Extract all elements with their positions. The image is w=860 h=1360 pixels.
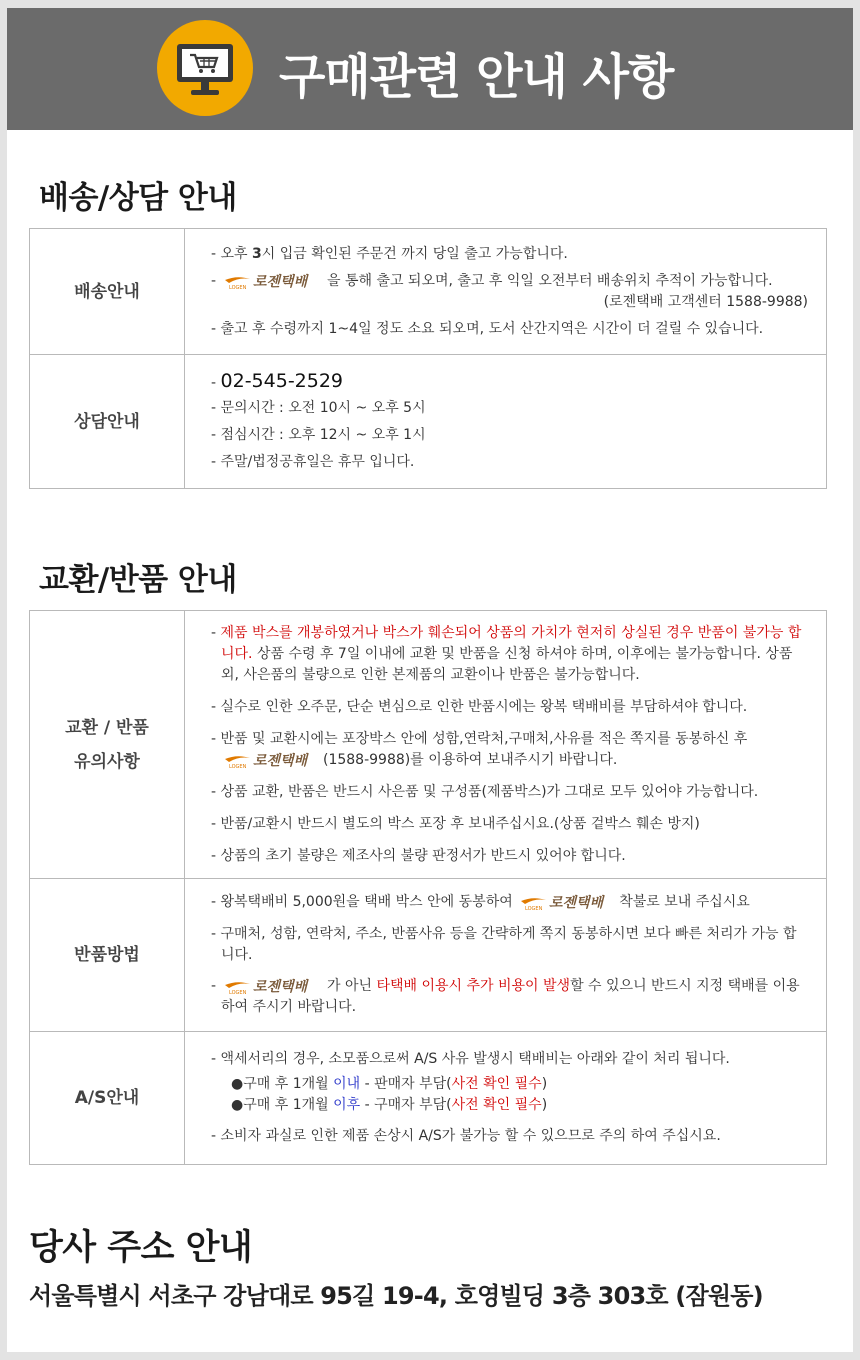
shopping-cart-monitor-icon: [157, 20, 253, 116]
as-head: A/S안내: [30, 1032, 185, 1165]
consult-phone: 02-545-2529: [220, 369, 344, 392]
method-row: [30, 879, 827, 1032]
caution-p3-a: - 반품 및 교환시에는 포장박스 안에 성함,연락처,구매처,사유를 적은 쪽지를 동봉하신 후: [211, 730, 748, 747]
as-b1-a: ●구매 후 1개월: [231, 1076, 334, 1092]
delivery-line-2-sub: (로젠택배 고객센터 1588-9988): [603, 293, 808, 310]
delivery-line-1: [211, 244, 808, 265]
as-b1-blue: 이내: [333, 1076, 361, 1092]
svg-text:로젠택배: 로젠택배: [549, 895, 604, 911]
caution-p5: - 반품/교환시 반드시 별도의 박스 포장 후 보내주십시요.(상품 겉박스 훼손 방지): [211, 815, 700, 832]
logen-logo: [223, 750, 321, 770]
delivery-body: [185, 229, 827, 355]
notice-page: [7, 8, 853, 1352]
caution-p1-red: 제품 박스를 개봉하였거나 박스가 훼손되어 상품의 가치가 현저히 상실된 경우 반품이 불가능 합니다.: [220, 624, 802, 662]
caution-p1-rest: 상품 수령 후 7일 이내에 교환 및 반품을 신청 하셔야 하며, 이후에는 불가능합니다. 상품외, 사은품의 불량으로 인한 본제품의 교환이나 반품은 불가능합니다.: [221, 645, 793, 683]
logen-logo: [519, 892, 617, 912]
svg-text:로젠택배: 로젠택배: [252, 979, 307, 995]
consult-holiday: - 주말/법정공휴일은 휴무 입니다.: [211, 453, 415, 470]
as-b1-red: 사전 확인 필수: [451, 1076, 542, 1092]
method-m1-a: - 왕복택배비 5,000원을 택배 박스 안에 동봉하여: [211, 894, 518, 910]
delivery-line-2: [211, 271, 808, 292]
as-b2-blue: 이후: [333, 1097, 361, 1113]
as-b2-red: 사전 확인 필수: [451, 1097, 542, 1113]
method-m3-red: 타택배 이용시 추가 비용이 발생: [376, 978, 571, 994]
delivery-row: [30, 229, 827, 355]
consult-phone-prefix: -: [211, 374, 221, 391]
delivery-line-2-prefix: -: [211, 272, 221, 289]
svg-text:로젠택배: 로젠택배: [253, 752, 308, 769]
method-body: [185, 879, 827, 1032]
consult-row: [30, 355, 827, 489]
consult-phone-line: [211, 371, 808, 394]
delivery-line-2-suffix: 을 통해 출고 되오며, 출고 후 익일 오전부터 배송위치 추적이 가능합니다.: [322, 272, 773, 289]
as-body: [185, 1032, 827, 1165]
caution-p3-b: (1588-9988)를 이용하여 보내주시기 바랍니다.: [323, 751, 618, 768]
header-banner: [7, 8, 853, 130]
as-bullet-2: [211, 1095, 808, 1116]
svg-text:LOGEN: LOGEN: [228, 284, 246, 291]
method-head: 반품방법: [30, 879, 185, 1032]
method-m2: - 구매처, 성함, 연락처, 주소, 반품사유 등을 간략하게 쪽지 동봉하시면 보다 빠른 처리가 가능 합니다.: [211, 926, 797, 963]
delivery-line-1-suffix: 시 입금 확인된 주문건 까지 당일 출고 가능합니다.: [261, 245, 568, 262]
delivery-line-1-bold: 3: [252, 245, 262, 262]
svg-text:LOGEN: LOGEN: [229, 763, 247, 770]
svg-text:LOGEN: LOGEN: [228, 990, 246, 996]
caution-head-line-1: 교환 / 반품: [65, 717, 149, 738]
consult-lunch: - 점심시간 : 오후 12시 ~ 오후 1시: [211, 426, 426, 443]
svg-text:LOGEN: LOGEN: [525, 906, 543, 912]
logen-logo: [223, 976, 321, 996]
delivery-line-3: - 출고 후 수령까지 1~4일 정도 소요 되오며, 도서 산간지역은 시간이 더 걸릴 수 있습니다.: [211, 320, 764, 337]
caution-row: [30, 611, 827, 879]
logen-logo: [223, 271, 321, 291]
exchange-table: [29, 610, 827, 1165]
caution-p1: - 제품 박스를 개봉하였거나 박스가 훼손되어 상품의 가치가 현저히 상실된 경우 반품이 불가능 합니다. 상품 수령 후 7일 이내에 교환 및 반품을 신청 하셔야 하며, 이후에는 불가능합니다. 상품외, 사은품의 불량으로 인한 본제품의 교환이나 반품은 불가능합니다.: [211, 624, 802, 683]
consult-head: 상담안내: [30, 355, 185, 489]
address-title: 당사 주소 안내: [29, 1228, 253, 1268]
caution-head: [30, 611, 185, 879]
caution-body: [185, 611, 827, 879]
delivery-line-1-prefix: - 오후: [211, 245, 253, 262]
consult-body: [185, 355, 827, 489]
as-a2: - 소비자 과실로 인한 제품 손상시 A/S가 불가능 할 수 있으므로 주의 하여 주십시요.: [211, 1128, 721, 1144]
as-b2-a: ●구매 후 1개월: [231, 1097, 334, 1113]
method-m1: [211, 892, 808, 913]
banner-title: 구매관련 안내 사항: [279, 49, 674, 105]
as-b1-b: - 판매자 부담(: [360, 1076, 452, 1092]
caution-p2: - 실수로 인한 오주문, 단순 변심으로 인한 반품시에는 왕복 택배비를 부담하셔야 합니다.: [211, 698, 748, 715]
as-row: [30, 1032, 827, 1165]
method-m1-b: 착불로 보내 주십시요: [619, 894, 750, 910]
as-b2-c: ): [541, 1097, 548, 1113]
as-b2-b: - 구매자 부담(: [360, 1097, 452, 1113]
shipping-table: [29, 228, 827, 489]
method-m3-a: 가 아닌: [322, 978, 377, 994]
method-m3: - LOGEN 로젠택배 가 아닌 타택배 이용시 추가 비용이 발생할 수 있으니 반드시 지정 택배를 이용하여 주시기 바랍니다.: [211, 978, 800, 1015]
caution-p6: - 상품의 초기 불량은 제조사의 불량 판정서가 반드시 있어야 합니다.: [211, 847, 626, 864]
as-b1-c: ): [541, 1076, 548, 1092]
delivery-head: 배송안내: [30, 229, 185, 355]
shipping-section-title: 배송/상담 안내: [39, 180, 237, 216]
consult-hours: - 문의시간 : 오전 10시 ~ 오후 5시: [211, 399, 426, 416]
as-a1: - 액세서리의 경우, 소모품으로써 A/S 사유 발생시 택배비는 아래와 같이 처리 됩니다.: [211, 1051, 730, 1067]
caution-p4: - 상품 교환, 반품은 반드시 사은품 및 구성품(제품박스)가 그대로 모두 있어야 가능합니다.: [211, 783, 759, 800]
caution-p3-b-line: [211, 750, 808, 771]
caution-head-line-2: 유의사항: [74, 751, 140, 772]
svg-text:로젠택배: 로젠택배: [252, 273, 307, 290]
as-bullet-1: [211, 1074, 808, 1095]
address-text: 서울특별시 서초구 강남대로 95길 19-4, 호영빌딩 3층 303호 (잠원동): [29, 1282, 763, 1310]
method-m3-b: 할 수 있으니 반드시 지정 택배를 이용하여 주시기 바랍니다.: [221, 978, 800, 1015]
exchange-section-title: 교환/반품 안내: [39, 562, 237, 598]
